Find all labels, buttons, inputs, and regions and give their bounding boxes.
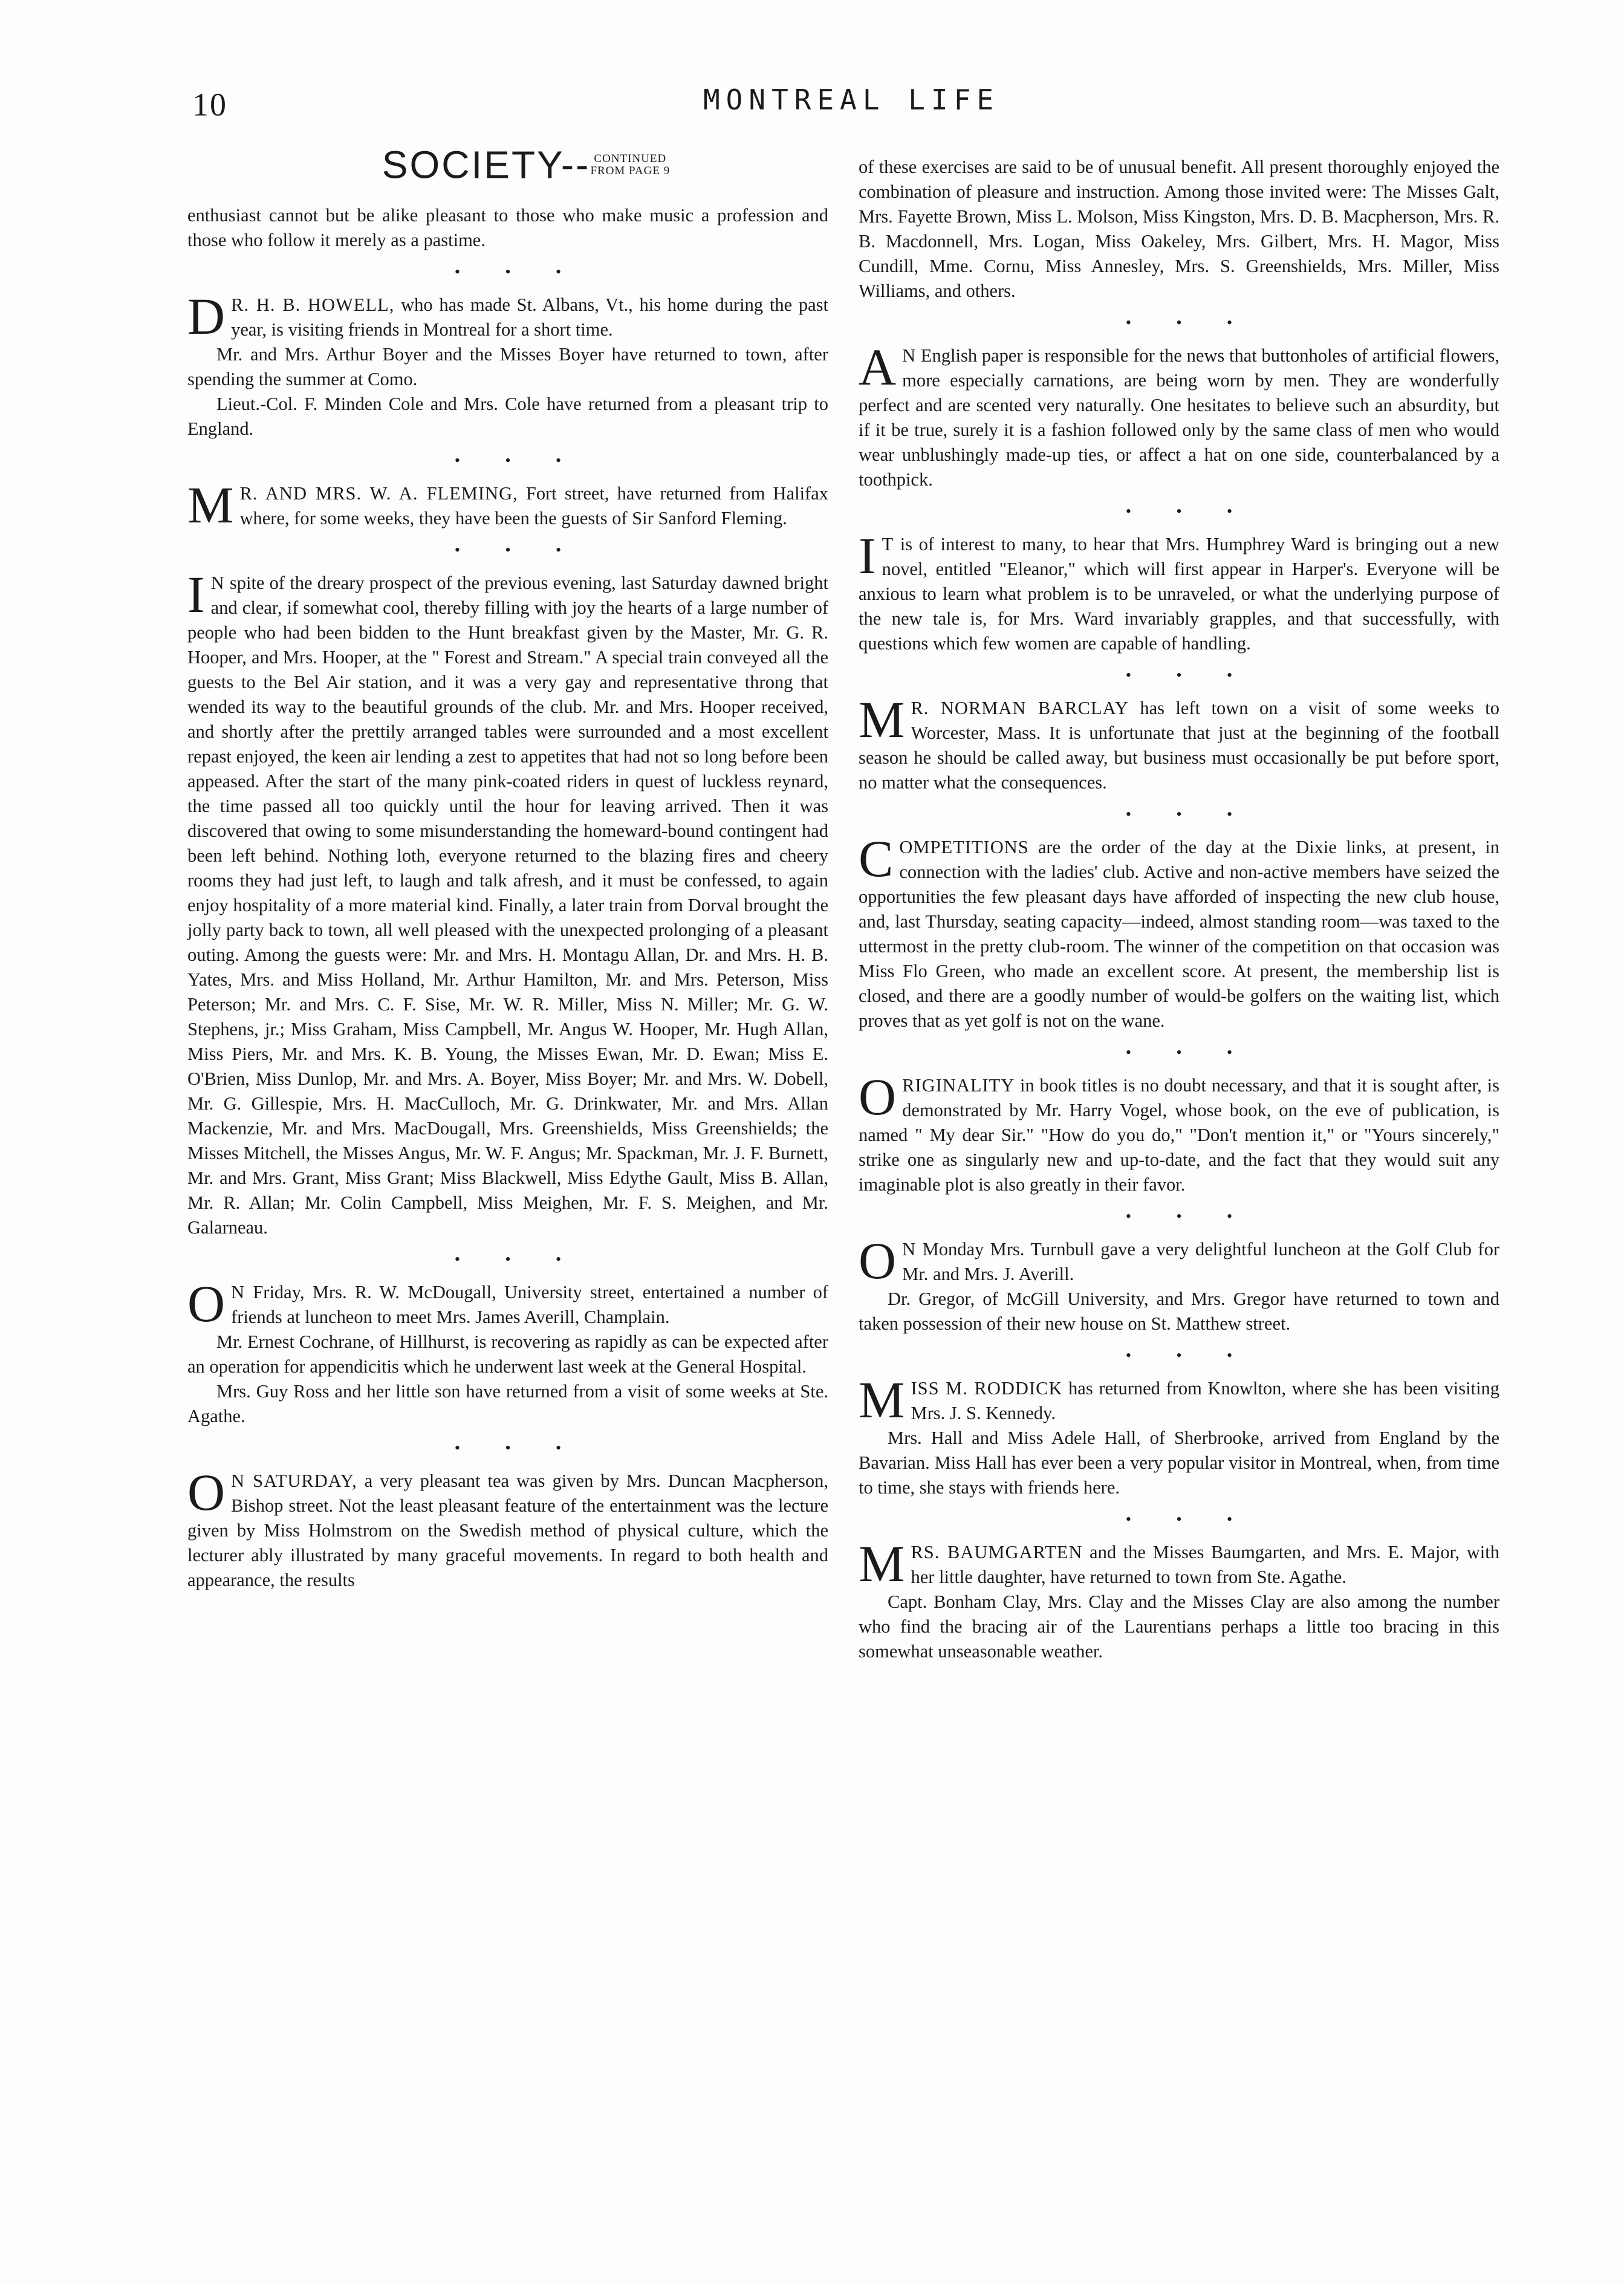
separator: • • •	[1125, 1208, 1253, 1225]
item-originality: ORIGINALITY in book titles is no doubt necessary, and that it is sought after, is demonstrated by Mr. Harry Vogel, whose book, on the eve of publication, is named " My dear Sir." "How do you do," "Don't mention it," or "Yours sincerely," strike one as singularly new and up-to-date, and the fact that they would suit any imaginable plot is also greatly in their favor.	[859, 1068, 1499, 1195]
separator: • • •	[454, 451, 582, 469]
separator: • • •	[1125, 805, 1253, 823]
paragraph: Mrs. Hall and Miss Adele Hall, of Sherbrooke, arrived from England by the Bavarian. Miss Hall has ever been a very popular visitor in Montreal, when, from time to time, she stays with friends here.	[859, 1428, 1499, 1498]
dropcap: M	[859, 691, 905, 749]
item-humphrey-ward: I T is of interest to many, to hear that Mrs. Humphrey Ward is bringing out a new novel, entitled "Eleanor," which will first appear in Harper's. Everyone will be anxious to learn what problem is to be unraveled, or what the underlying purpose of the new tale is, for Mrs. Ward invariably grapples, and that successfully, with questions which few women are capable of handling.	[859, 527, 1499, 654]
separator: • • •	[454, 541, 582, 559]
left-column	[187, 143, 829, 1593]
item-baumgarten: MRS. BAUMGARTEN and the Misses Baumgarten, and Mrs. E. Major, with her little daughter, have returned to town from Ste. Agathe. Capt. Bonham Clay, Mrs. Clay and the Misses Clay are also among the number who find the bracing air of the Laurentians perhaps a little too bracing in this somewhat unseasonable weather.	[859, 1540, 1499, 1664]
page-number: 10	[192, 86, 227, 123]
paragraph: Mr. Ernest Cochrane, of Hillhurst, is recovering as rapidly as can be expected after an operation for appendicitis which he underwent last week at the General Hospital.	[187, 1331, 828, 1377]
separator: • • •	[1125, 1347, 1253, 1364]
item-howell: D R. H. B. HOWELL, who has made St. Albans, Vt., his home during the past year, is visiting friends in Montreal for a short time. Mr. and Mrs. Arthur Boyer and the Misses Boyer have returned to town, after spending the summer at Como. Lieut.-Col. F. Minden Cole and Mrs. Cole have returned from a pleasant trip to England.	[187, 293, 828, 441]
paragraph: Mr. and Mrs. Arthur Boyer and the Misses Boyer have returned to town, after spending the summer at Como.	[187, 343, 828, 389]
dropcap: A	[859, 338, 897, 396]
dropcap: M	[859, 1535, 905, 1593]
dropcap: I	[187, 565, 205, 623]
separator: • • •	[1125, 502, 1253, 520]
item-turnbull: O N Monday Mrs. Turnbull gave a very delightful luncheon at the Golf Club for Mr. and Mrs. J. Averill. Dr. Gregor, of McGill University, and Mrs. Gregor have returned to town and taken possession of their new house on St. Matthew street.	[859, 1237, 1499, 1336]
separator: • • •	[454, 1438, 582, 1457]
paragraph: Dr. Gregor, of McGill University, and Mrs. Gregor have returned to town and taken possession of their new house on St. Matthew street.	[859, 1289, 1499, 1334]
left-intro: enthusiast cannot but be alike pleasant to those who make music a profession and those who follow it merely as a pastime.	[187, 204, 828, 250]
dropcap: O	[187, 1463, 226, 1521]
dropcap: O	[859, 1068, 897, 1126]
paragraph: Mrs. Guy Ross and her little son have returned from a visit of some weeks at Ste. Agathe.	[187, 1380, 828, 1426]
dropcap: C	[859, 830, 894, 888]
separator: • • •	[1125, 1044, 1253, 1061]
dropcap: O	[859, 1232, 897, 1290]
item-buttonholes: A N English paper is responsible for the news that buttonholes of artificial flowers, more especially carnations, are being worn by men. They are wonderfully perfect and are scented very naturally. One hesitates to believe such an absurdity, but if it be true, surely it is a fashion followed only by the same class of men who would wear unblushingly made-up ties, or affect a hat on one side, counterbalanced by a toothpick.	[859, 338, 1499, 490]
item-fleming: M R. AND MRS. W. A. FLEMING, Fort street, have returned from Halifax where, for some weeks, they have been the guests of Sir Sanford Fleming.	[187, 475, 829, 534]
publication-title: MONTREAL LIFE	[703, 83, 1000, 116]
item-competitions: COMPETITIONS are the order of the day at the Dixie links, at present, in connection with the ladies' club. Active and non-active members have seized the opportunities the few pleasant days have afforded of inspecting the new club house, and, last Thursday, seating capacity—indeed, almost standing room—was taxed to the uttermost in the pretty club-room. The winner of the competition on that occasion was Miss Flo Green, who made an excellent score. At present, the membership list is closed, and there are a goodly number of would-be golfers on the waiting list, which proves that as yet golf is not on the wane.	[859, 830, 1499, 1031]
dropcap: M	[859, 1371, 905, 1429]
paragraph: Capt. Bonham Clay, Mrs. Clay and the Misses Clay are also among the number who find the bracing air of the Laurentians perhaps a little too bracing in this somewhat unseasonable weather.	[859, 1591, 1499, 1662]
right-column	[859, 155, 1499, 1664]
continued-note: CONTINUED FROM PAGE 9	[590, 152, 671, 177]
item-hunt-breakfast: I N spite of the dreary prospect of the previous evening, last Saturday dawned bright and clear, if somewhat cool, thereby filling with joy the hearts of a large number of people who had been bidden to the Hunt breakfast given by the Master, Mr. G. R. Hooper, and Mrs. Hooper, at the " Forest and Stream." A special train conveyed all the guests to the Bel Air station, and it was a very gay and representative throng that wended its way to the beautiful grounds of the club. Mr. and Mrs. Hooper received, and shortly after the prettily arranged tables were surrounded and a most excellent repast enjoyed, the keen air lending a zest to appetites that had not so long before been appeased. After the start of the many pink-coated riders in quest of luckless reynard, the time passed all too quickly until the hour for leaving arrived. Then it was discovered that owing to some misunderstanding the homeward-bound contingent had been left behind. Nothing loth, everyone returned to the blazing fires and cheery rooms they had just left, to laugh and talk afresh, and it must be confessed, to again enjoy hospitality of a more material kind. Finally, a later train from Dorval brought the jolly party back to town, all well pleased with the unexpected prolonging of a pleasant outing. Among the guests were: Mr. and Mrs. H. Montagu Allan, Dr. and Mrs. H. B. Yates, Mrs. and Miss Holland, Mr. Arthur Hamilton, Mr. and Mrs. Peterson, Miss Peterson; Mr. and Mrs. C. F. Sise, Mr. W. R. Miller, Miss N. Miller; Mr. G. W. Stephens, jr.; Miss Graham, Miss Campbell, Mr. Angus W. Hooper, Mr. Hugh Allan, Miss Piers, Mr. and Mrs. K. B. Young, the Misses Ewan, Mr. D. Ewan; Miss E. O'Brien, Miss Dunlop, Mr. and Mrs. A. Boyer, Miss Boyer; Mr. and Mrs. W. Dobell, Mr. G. Gillespie, Mrs. H. MacCulloch, Mr. G. Drinkwater, Mr. and Mrs. Allan Mackenzie, Mr. and Mrs. MacDougall, Mrs. Greenshields, Miss Greenshields; the Misses Mitchell, the Misses Angus, Mr. W. F. Angus; Mr. Spackman, Mr. J. F. Burnett, Mr. and Mrs. Grant, Miss Grant; Miss Blackwell, Miss Edythe Gault, Miss B. Allan, Mr. R. Allan; Mr. Colin Campbell, Miss Meighen, Mr. F. S. Meighen, and Mr. Galarneau.	[187, 565, 828, 1238]
separator: • • •	[1125, 666, 1253, 684]
paragraph: Lieut.-Col. F. Minden Cole and Mrs. Cole have returned from a pleasant trip to England.	[187, 393, 828, 439]
separator: • • •	[454, 262, 582, 281]
item-saturday-tea: O N SATURDAY, a very pleasant tea was given by Mrs. Duncan Macpherson, Bishop street. Not the least pleasant feature of the entertainment was the lecture given by Miss Holmstrom on the Swedish method of physical culture, which the lecturer ably illustrated by many graceful movements. In regard to both health and appearance, the results	[187, 1463, 828, 1590]
item-mcdougall: O N Friday, Mrs. R. W. McDougall, University street, entertained a number of friends at luncheon to meet Mrs. James Averill, Champlain. Mr. Ernest Cochrane, of Hillhurst, is recovering as rapidly as can be expected after an operation for appendicitis which he underwent last week at the General Hospital. Mrs. Guy Ross and her little son have returned from a visit of some weeks at Ste. Agathe.	[187, 1280, 828, 1429]
item-roddick: MISS M. RODDICK has returned from Knowlton, where she has been visiting Mrs. J. S. Kennedy. Mrs. Hall and Miss Adele Hall, of Sherbrooke, arrived from England by the Bavarian. Miss Hall has ever been a very popular visitor in Montreal, when, from time to time, she stays with friends here.	[859, 1376, 1499, 1500]
separator: • • •	[1125, 314, 1253, 331]
right-intro: of these exercises are said to be of unusual benefit. All present thoroughly enjoyed the combination of pleasure and instruction. Among those invited were: The Misses Galt, Mrs. Fayette Brown, Miss L. Molson, Miss Kingston, Mrs. D. B. Macpherson, Mrs. R. B. Macdonnell, Mrs. Logan, Miss Oakeley, Mrs. Gilbert, Mrs. H. Magor, Miss Cundill, Mme. Cornu, Miss Annesley, Mrs. S. Greenshields, Mrs. Miller, Miss Williams, and others.	[859, 157, 1499, 301]
dropcap: O	[187, 1274, 226, 1333]
section-title: SOCIETY--	[382, 143, 591, 187]
section-heading	[187, 143, 828, 187]
separator: • • •	[1125, 1510, 1253, 1528]
separator: • • •	[454, 1250, 582, 1268]
dropcap: M	[187, 475, 234, 534]
dropcap: D	[187, 287, 226, 345]
item-barclay: M R. NORMAN BARCLAY has left town on a visit of some weeks to Worcester, Mass. It is unfortunate that just at the beginning of the football season he should be called away, but business must occasionally be put before sport, no matter what the consequences.	[859, 691, 1499, 793]
dropcap: I	[859, 527, 876, 585]
